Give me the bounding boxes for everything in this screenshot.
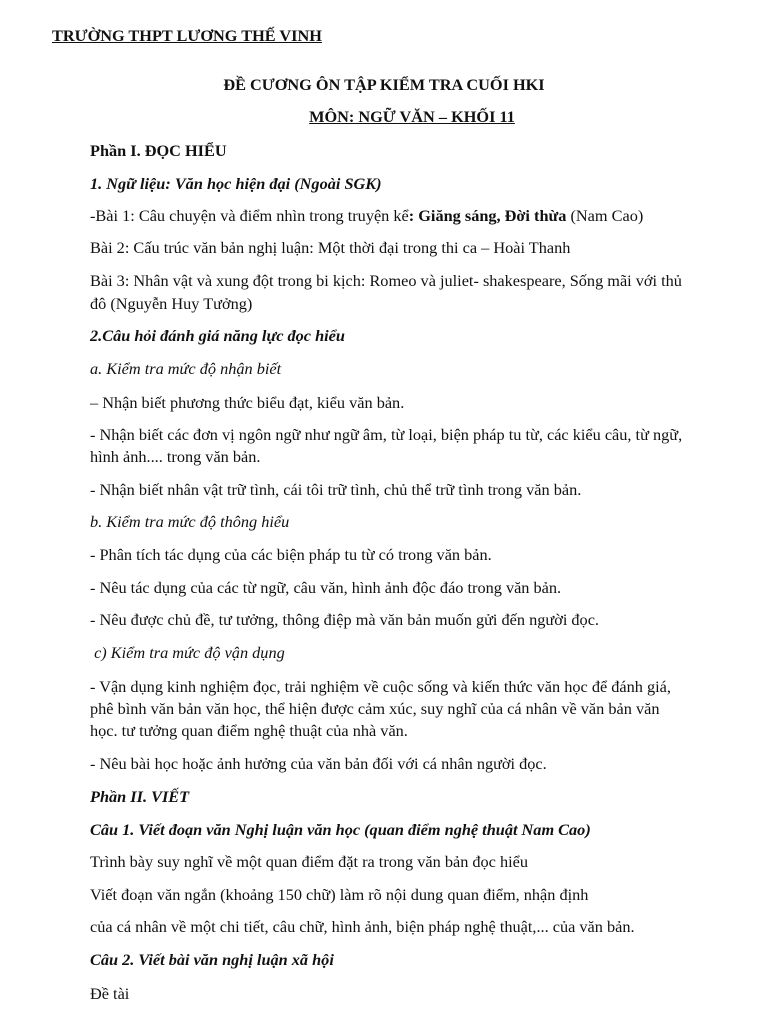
bai1-line bbox=[90, 206, 643, 226]
section2-heading: 2.Câu hỏi đánh giá năng lực đọc hiểu bbox=[90, 326, 345, 345]
c-heading: c) Kiểm tra mức độ vận dụng bbox=[90, 643, 285, 662]
subject-line: MÔN: NGỮ VĂN – KHỐI 11 bbox=[309, 107, 515, 126]
part2-heading: Phần II. VIẾT bbox=[90, 787, 190, 806]
bai1-author: (Nam Cao) bbox=[566, 206, 644, 225]
a-item-3: - Nhận biết nhân vật trữ tình, cái tôi trữ tình, chủ thể trữ tình trong văn bản. bbox=[90, 480, 582, 499]
a-heading: a. Kiểm tra mức độ nhận biết bbox=[90, 359, 282, 378]
cau2-heading: Câu 2. Viết bài văn nghị luận xã hội bbox=[90, 950, 334, 969]
cau1-line-1: Trình bày suy nghĩ về một quan điểm đặt ra trong văn bản đọc hiểu bbox=[90, 852, 529, 871]
bai3-line-2: đô (Nguyễn Huy Tưởng) bbox=[90, 294, 253, 313]
b-item-1: - Phân tích tác dụng của các biện pháp tu từ có trong văn bản. bbox=[90, 545, 492, 564]
section1-heading: 1. Ngữ liệu: Văn học hiện đại (Ngoài SGK) bbox=[90, 174, 382, 193]
cau1-heading: Câu 1. Viết đoạn văn Nghị luận văn học (quan điểm nghệ thuật Nam Cao) bbox=[90, 820, 591, 839]
bai1-prefix: -Bài 1: Câu chuyện và điểm nhìn trong truyện kể bbox=[90, 206, 409, 225]
school-name: TRƯỜNG THPT LƯƠNG THẾ VINH bbox=[52, 26, 322, 45]
bai2-line: Bài 2: Cấu trúc văn bản nghị luận: Một thời đại trong thi ca – Hoài Thanh bbox=[90, 238, 571, 257]
c-item-2: - Nêu bài học hoặc ảnh hưởng của văn bản đối với cá nhân người đọc. bbox=[90, 754, 547, 773]
de-tai-label: Đề tài bbox=[90, 984, 130, 1003]
cau1-line-3: của cá nhân về một chi tiết, câu chữ, hình ảnh, biện pháp nghệ thuật,... của văn bản. bbox=[90, 917, 635, 936]
a-item-2-line-2: hình ảnh.... trong văn bản. bbox=[90, 447, 261, 466]
bai3-line-1: Bài 3: Nhân vật và xung đột trong bi kịch: Romeo và juliet- shakespeare, Sống mãi với thủ bbox=[90, 271, 682, 290]
cau1-line-2: Viết đoạn văn ngắn (khoảng 150 chữ) làm rõ nội dung quan điểm, nhận định bbox=[90, 885, 589, 904]
c-item-1-line-1: - Vận dụng kinh nghiệm đọc, trải nghiệm về cuộc sống và kiến thức văn học để đánh giá, bbox=[90, 677, 671, 696]
c-item-1-line-3: học. tư tưởng quan điểm nghệ thuật của nhà văn. bbox=[90, 721, 408, 740]
c-item-1-line-2: phê bình văn bản văn học, thể hiện được cảm xúc, suy nghĩ của cá nhân về văn bản văn bbox=[90, 699, 660, 718]
bai1-works: : Giăng sáng, Đời thừa bbox=[408, 206, 567, 225]
part1-heading: Phần I. ĐỌC HIỂU bbox=[90, 141, 227, 160]
b-item-3: - Nêu được chủ đề, tư tưởng, thông điệp mà văn bản muốn gửi đến người đọc. bbox=[90, 610, 599, 629]
b-item-2: - Nêu tác dụng của các từ ngữ, câu văn, hình ảnh độc đáo trong văn bản. bbox=[90, 578, 562, 597]
document-title: ĐỀ CƯƠNG ÔN TẬP KIỂM TRA CUỐI HKI bbox=[223, 75, 545, 94]
a-item-1: – Nhận biết phương thức biểu đạt, kiểu văn bản. bbox=[90, 393, 405, 412]
b-heading: b. Kiểm tra mức độ thông hiểu bbox=[90, 512, 290, 531]
a-item-2-line-1: - Nhận biết các đơn vị ngôn ngữ như ngữ âm, từ loại, biện pháp tu từ, các kiểu câu, từ ngữ, bbox=[90, 425, 683, 444]
